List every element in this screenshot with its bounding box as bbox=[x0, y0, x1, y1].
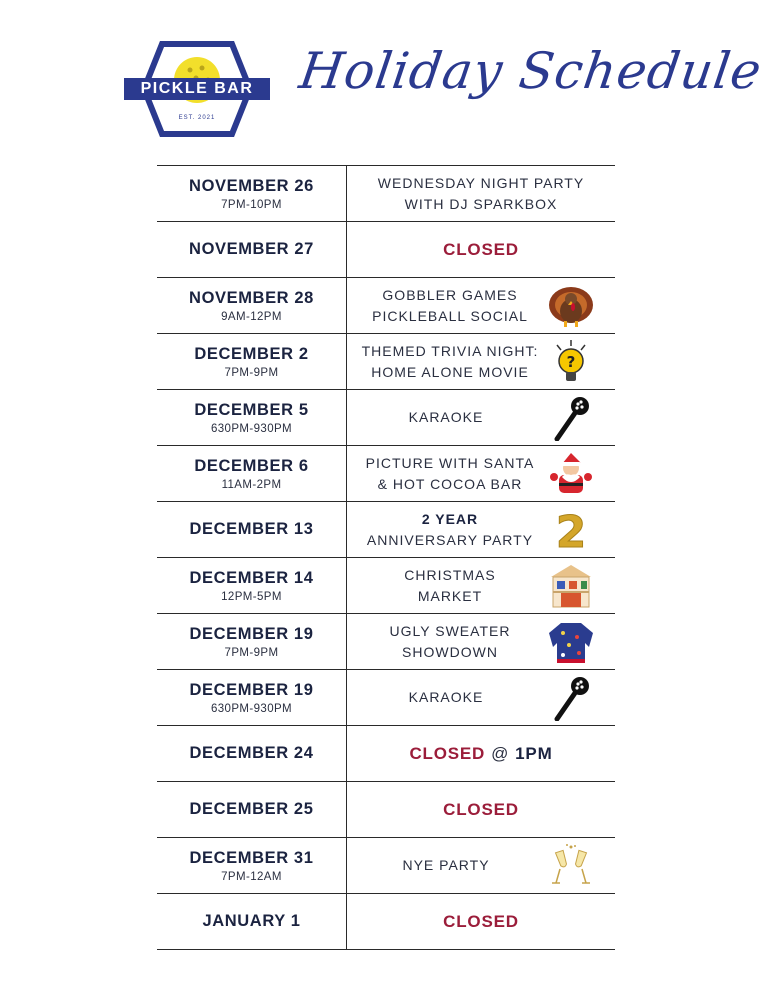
event-cell bbox=[347, 726, 615, 781]
event-line: KARAOKE bbox=[408, 409, 484, 425]
event-cell bbox=[347, 502, 615, 557]
logo-tagline: EST. 2021 bbox=[178, 115, 216, 121]
date-cell bbox=[157, 894, 347, 949]
event-description bbox=[404, 565, 495, 607]
date-label: DECEMBER 19 bbox=[189, 680, 314, 699]
date-cell bbox=[157, 614, 347, 669]
time-label: 7PM-10PM bbox=[221, 198, 282, 211]
event-line: UGLY SWEATER bbox=[389, 622, 511, 639]
closed-label bbox=[443, 240, 519, 260]
champagne-icon bbox=[547, 843, 595, 889]
event-description bbox=[390, 621, 511, 663]
date-cell bbox=[157, 334, 347, 389]
date-label: NOVEMBER 26 bbox=[189, 176, 314, 195]
event-cell bbox=[347, 838, 615, 893]
event-line: THEMED TRIVIA NIGHT: bbox=[361, 342, 539, 359]
date-label: DECEMBER 24 bbox=[189, 744, 314, 762]
date-label: DECEMBER 25 bbox=[189, 800, 314, 818]
date-cell bbox=[157, 782, 347, 837]
event-cell bbox=[347, 782, 615, 837]
schedule-row bbox=[157, 165, 615, 222]
schedule-row bbox=[157, 334, 615, 390]
logo-text: PICKLE BAR bbox=[140, 80, 254, 97]
schedule-row bbox=[157, 782, 615, 838]
event-description bbox=[402, 855, 489, 876]
market-icon bbox=[547, 563, 595, 609]
event-cell bbox=[347, 166, 615, 221]
event-line: CHRISTMAS bbox=[404, 566, 496, 583]
microphone-icon bbox=[547, 675, 595, 721]
balloon-two-icon bbox=[547, 507, 595, 553]
time-label: 630PM-930PM bbox=[210, 422, 293, 435]
time-label: 7PM-9PM bbox=[224, 366, 279, 379]
event-line: PICTURE WITH SANTA bbox=[365, 454, 535, 471]
closed-text: CLOSED bbox=[443, 239, 519, 259]
event-line: SHOWDOWN bbox=[402, 643, 498, 660]
event-line: MARKET bbox=[417, 587, 483, 604]
event-cell bbox=[347, 894, 615, 949]
turkey-icon bbox=[547, 283, 595, 329]
event-line: KARAOKE bbox=[408, 689, 484, 705]
date-cell bbox=[157, 726, 347, 781]
event-cell bbox=[347, 334, 615, 389]
event-line: PICKLEBALL SOCIAL bbox=[372, 307, 528, 324]
closed-text: CLOSED bbox=[443, 911, 519, 931]
date-cell bbox=[157, 166, 347, 221]
date-label: JANUARY 1 bbox=[202, 912, 301, 930]
lightbulb-icon bbox=[547, 339, 595, 385]
schedule-row bbox=[157, 222, 615, 278]
microphone-icon bbox=[547, 395, 595, 441]
sweater-icon bbox=[547, 619, 595, 665]
date-label: DECEMBER 19 bbox=[189, 624, 314, 643]
event-cell bbox=[347, 446, 615, 501]
event-description bbox=[366, 453, 535, 495]
closed-time: 1PM bbox=[515, 743, 553, 763]
date-cell bbox=[157, 670, 347, 725]
date-cell bbox=[157, 390, 347, 445]
date-label: NOVEMBER 27 bbox=[189, 240, 314, 258]
schedule-row bbox=[157, 670, 615, 726]
event-line: 2 YEAR bbox=[421, 510, 479, 527]
date-cell bbox=[157, 222, 347, 277]
schedule-row bbox=[157, 278, 615, 334]
closed-label bbox=[443, 912, 519, 932]
date-label: DECEMBER 14 bbox=[189, 568, 314, 587]
event-cell bbox=[347, 670, 615, 725]
date-label: NOVEMBER 28 bbox=[189, 288, 314, 307]
closed-label bbox=[409, 744, 552, 764]
event-description bbox=[378, 173, 584, 215]
date-cell bbox=[157, 502, 347, 557]
event-description bbox=[362, 341, 539, 383]
event-line: WEDNESDAY NIGHT PARTY bbox=[377, 174, 585, 191]
schedule-row bbox=[157, 446, 615, 502]
event-description bbox=[367, 509, 533, 551]
time-label: 12PM-5PM bbox=[221, 590, 282, 603]
time-label: 11AM-2PM bbox=[221, 478, 282, 491]
svg-text:?: ? bbox=[566, 353, 576, 371]
event-line: GOBBLER GAMES bbox=[382, 286, 518, 303]
date-cell bbox=[157, 278, 347, 333]
date-label: DECEMBER 5 bbox=[194, 400, 309, 419]
event-cell bbox=[347, 278, 615, 333]
schedule-row bbox=[157, 614, 615, 670]
time-label: 7PM-12AM bbox=[221, 870, 282, 883]
date-cell bbox=[157, 446, 347, 501]
schedule-row bbox=[157, 894, 615, 950]
event-description bbox=[372, 285, 528, 327]
event-line: ANNIVERSARY PARTY bbox=[366, 531, 534, 548]
pickle-bar-logo bbox=[122, 40, 272, 138]
date-label: DECEMBER 2 bbox=[194, 344, 309, 363]
event-line: HOME ALONE MOVIE bbox=[371, 363, 529, 380]
date-label: DECEMBER 31 bbox=[189, 848, 314, 867]
closed-text: CLOSED bbox=[443, 799, 519, 819]
time-label: 7PM-9PM bbox=[224, 646, 279, 659]
date-cell bbox=[157, 558, 347, 613]
closed-text: CLOSED bbox=[409, 743, 486, 763]
schedule-row bbox=[157, 502, 615, 558]
closed-label bbox=[443, 800, 519, 820]
schedule-row bbox=[157, 390, 615, 446]
date-label: DECEMBER 6 bbox=[194, 456, 309, 475]
schedule-row bbox=[157, 726, 615, 782]
schedule-table bbox=[157, 165, 615, 950]
event-cell bbox=[347, 558, 615, 613]
event-cell bbox=[347, 222, 615, 277]
event-line: & HOT COCOA BAR bbox=[377, 475, 523, 492]
event-description bbox=[409, 687, 484, 708]
event-cell bbox=[347, 390, 615, 445]
schedule-row bbox=[157, 558, 615, 614]
event-line: WITH DJ SPARKBOX bbox=[404, 195, 558, 212]
time-label: 630PM-930PM bbox=[210, 702, 293, 715]
event-description bbox=[409, 407, 484, 428]
date-cell bbox=[157, 838, 347, 893]
event-cell bbox=[347, 614, 615, 669]
page-title: Holiday Schedule bbox=[295, 42, 766, 100]
santa-icon bbox=[547, 451, 595, 497]
schedule-row bbox=[157, 838, 615, 894]
time-label: 9AM-12PM bbox=[221, 310, 282, 323]
closed-at-symbol: @ bbox=[491, 743, 510, 763]
event-line: NYE PARTY bbox=[402, 857, 490, 873]
svg-text:2: 2 bbox=[555, 507, 587, 553]
date-label: DECEMBER 13 bbox=[189, 520, 314, 538]
